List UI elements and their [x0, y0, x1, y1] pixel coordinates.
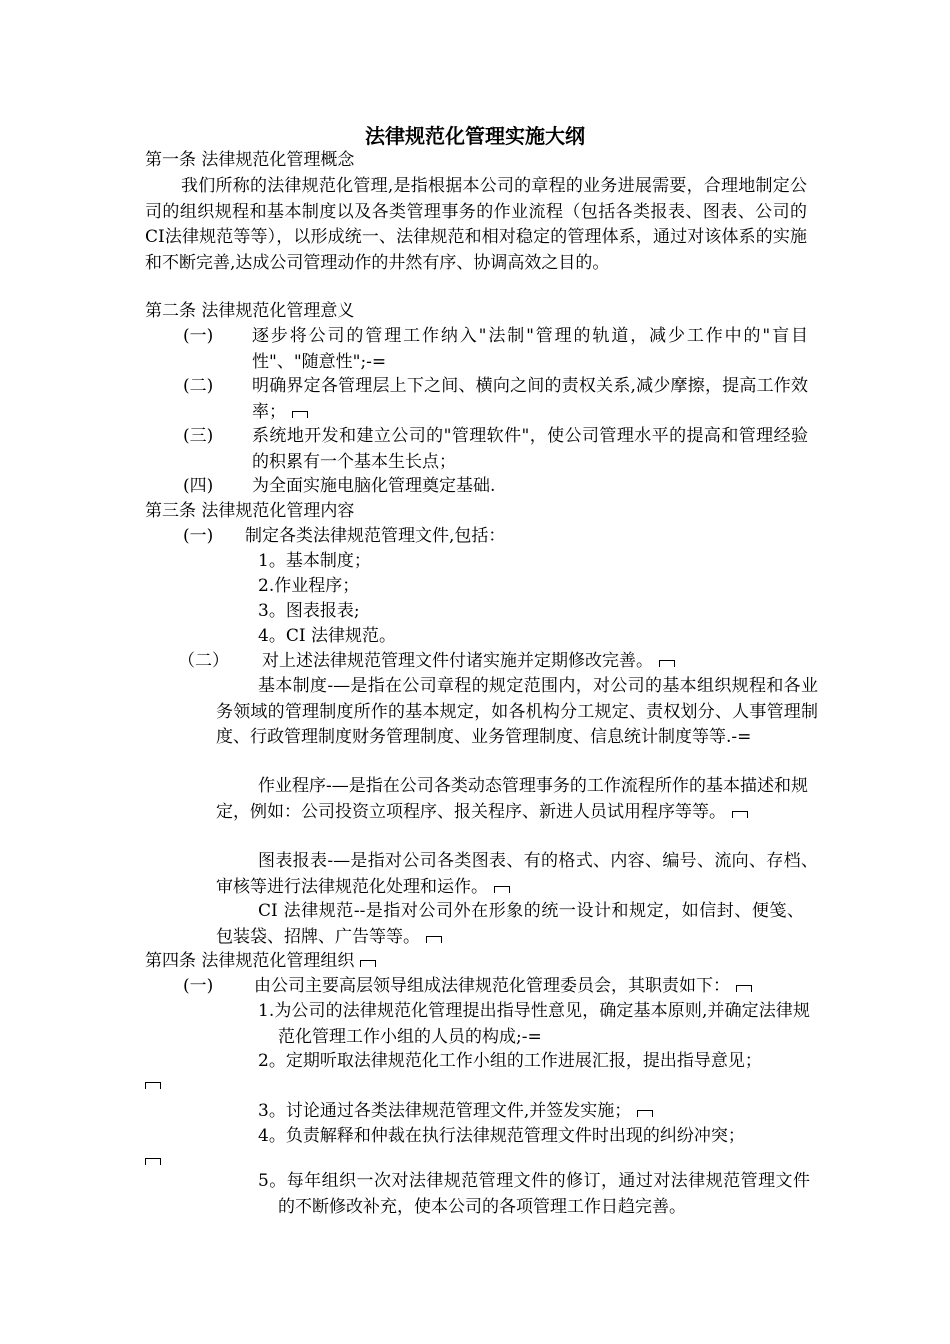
- article4-duty-3-line: [258, 1099, 653, 1123]
- article3-def-procedure: [216, 774, 808, 825]
- article2-heading: 第二条 法律规范化管理意义: [145, 301, 355, 321]
- article1-heading: 第一条 法律规范化管理概念: [145, 150, 355, 170]
- article3-heading: 第三条 法律规范化管理内容: [145, 501, 355, 521]
- article4-duty-2: 2。定期听取法律规范化工作小组的工作进展汇报，提出指导意见；: [258, 1051, 762, 1071]
- article4-duty-1: 1.为公司的法律规范化管理提出指导性意见，确定基本原则,并确定法律规范化管理工作小组的人员的构成;-=: [258, 1001, 810, 1047]
- article2-item2-text: 明确界定各管理层上下之间、横向之间的责权关系,减少摩擦，提高工作效率；: [252, 376, 808, 422]
- paragraph-mark-icon: [494, 886, 510, 893]
- article2-item3-text: 系统地开发和建立公司的"管理软件"，使公司管理水平的提高和管理经验的积累有一个基本生长点；: [252, 426, 808, 472]
- article2-item2-num: (二): [183, 376, 214, 396]
- article4-heading-text: 第四条 法律规范化管理组织: [145, 951, 355, 971]
- document-title: 法律规范化管理实施大纲: [365, 124, 585, 148]
- article3-def-charts-text: 图表报表-—是指对公司各类图表、有的格式、内容、编号、流向、存档、审核等进行法律规范化处理和运作。: [216, 851, 818, 897]
- article2-item2: [252, 374, 808, 425]
- article3-def-procedure-text: 作业程序-—是指在公司各类动态管理事务的工作流程所作的基本描述和规定，例如：公司投资立项程序、报关程序、新进人员试用程序等等。: [216, 776, 808, 822]
- paragraph-mark-icon: [732, 811, 748, 818]
- paragraph-mark-icon: [145, 1158, 161, 1165]
- article2-item4-num: (四): [183, 476, 214, 496]
- article4-duty-5: 5。每年组织一次对法律规范管理文件的修订，通过对法律规范管理文件的不断修改补充，使本公司的各项管理工作日趋完善。: [258, 1171, 810, 1217]
- article1-body: 我们所称的法律规范化管理,是指根据本公司的章程的业务进展需要，合理地制定公司的组织规程和基本制度以及各类管理事务的作业流程（包括各类报表、图表、公司的CI法律规范等等），以形成统一、法律规范和相对稳定的管理体系，通过对该体系的实施和不断完善,达成公司管理动作的井然有序、协调高效之目的。: [145, 176, 807, 273]
- article4-duty-3: 3。讨论通过各类法律规范管理文件,并签发实施；: [258, 1101, 632, 1121]
- article3-item2-num: （二）: [178, 651, 229, 671]
- article3-def-charts: [216, 849, 818, 900]
- article3-def-ci-text: CI 法律规范--是指对公司外在形象的统一设计和规定，如信封、便笺、包装袋、招牌、广告等等。: [216, 901, 804, 947]
- article3-subitem: 3。图表报表;: [258, 601, 360, 621]
- article3-def-ci: [216, 899, 804, 950]
- article3-item2: [262, 649, 675, 673]
- article4-heading: [145, 949, 376, 973]
- article2-item1-text: 逐步将公司的管理工作纳入"法制"管理的轨道，减少工作中的"盲目性"、"随意性";-=: [252, 326, 808, 372]
- article2-item1-num: (一): [183, 326, 214, 346]
- article4-duty-4: 4。负责解释和仲裁在执行法律规范管理文件时出现的纠纷冲突；: [258, 1126, 745, 1146]
- article4-item1-num: (一): [183, 976, 214, 996]
- paragraph-mark-icon: [426, 936, 442, 943]
- article3-item1-text: 制定各类法律规范管理文件,包括：: [245, 526, 506, 546]
- paragraph-mark-icon: [736, 985, 752, 992]
- paragraph-mark-icon: [292, 411, 308, 418]
- article3-def-basic: 基本制度-—是指在公司章程的规定范围内，对公司的基本组织规程和各业务领域的管理制度所作的基本规定，如各机构分工规定、责权划分、人事管理制度、行政管理制度财务管理制度、业务管理制度、信息统计制度等等.-=: [216, 676, 818, 747]
- article2-item3-num: (三): [183, 426, 214, 446]
- paragraph-mark-icon: [145, 1082, 161, 1089]
- paragraph-mark-icon: [360, 960, 376, 967]
- article2-item4-text: 为全面实施电脑化管理奠定基础.: [252, 476, 496, 496]
- article4-item1-text: 由公司主要高层领导组成法律规范化管理委员会，其职责如下：: [254, 976, 730, 996]
- paragraph-mark-icon: [659, 660, 675, 667]
- paragraph-mark-icon: [637, 1110, 653, 1117]
- article3-item2-text: 对上述法律规范管理文件付诸实施并定期修改完善。: [262, 651, 653, 671]
- article3-subitem: 4。CI 法律规范。: [258, 626, 396, 646]
- article3-subitem: 1。基本制度；: [258, 551, 371, 571]
- article3-subitem: 2.作业程序；: [258, 576, 360, 596]
- article4-item1: [254, 974, 752, 998]
- article3-item1-num: (一): [183, 526, 214, 546]
